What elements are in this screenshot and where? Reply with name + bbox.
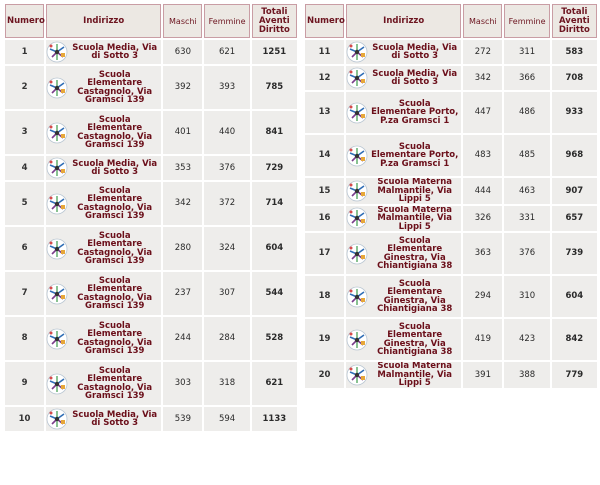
cell-indirizzo	[346, 233, 461, 274]
address-text: Scuola Elementare Castagnolo, Via Gramsci 139	[77, 365, 153, 401]
cell-numero: 9	[5, 362, 44, 405]
polling-stations-table-left	[3, 2, 299, 433]
cell-indirizzo	[46, 40, 161, 64]
address-text: Scuola Elementare Castagnolo, Via Gramsci 139	[77, 275, 153, 311]
cell-indirizzo	[346, 135, 461, 176]
cell-numero: 19	[305, 319, 344, 360]
cell-femmine: 423	[504, 319, 549, 360]
cell-numero: 17	[305, 233, 344, 274]
cell-indirizzo	[46, 407, 161, 431]
address-text: Scuola Materna Malmantile, Via Lippi 5	[377, 205, 453, 231]
school-logo-icon	[46, 408, 68, 430]
cell-totali: 739	[552, 233, 597, 274]
address-text: Scuola Media, Via di Sotto 3	[72, 409, 158, 428]
cell-totali: 968	[552, 135, 597, 176]
cell-totali: 544	[252, 272, 297, 315]
school-logo-icon	[46, 373, 68, 395]
cell-maschi: 444	[463, 178, 502, 204]
cell-totali: 933	[552, 92, 597, 133]
cell-totali: 1133	[252, 407, 297, 431]
cell-femmine: 310	[504, 276, 549, 317]
header-indirizzo: Indirizzo	[46, 4, 161, 38]
cell-maschi: 272	[463, 40, 502, 64]
cell-femmine: 307	[204, 272, 249, 315]
cell-indirizzo	[46, 272, 161, 315]
cell-numero: 5	[5, 182, 44, 225]
cell-indirizzo	[346, 66, 461, 90]
cell-femmine: 318	[204, 362, 249, 405]
cell-maschi: 391	[463, 362, 502, 388]
cell-femmine: 284	[204, 317, 249, 360]
table-row	[305, 135, 597, 176]
cell-indirizzo	[46, 362, 161, 405]
address-text: Scuola Materna Malmantile, Via Lippi 5	[377, 362, 453, 388]
table-row	[5, 317, 297, 360]
cell-numero: 8	[5, 317, 44, 360]
address-text: Scuola Elementare Castagnolo, Via Gramsci 139	[77, 320, 153, 356]
table-row	[5, 362, 297, 405]
cell-femmine: 463	[504, 178, 549, 204]
table-row	[5, 66, 297, 109]
address-text: Scuola Elementare Castagnolo, Via Gramsci 139	[77, 69, 153, 105]
address-text: Scuola Elementare Porto, P.za Gramsci 1	[371, 98, 459, 126]
cell-totali: 604	[252, 227, 297, 270]
cell-numero: 18	[305, 276, 344, 317]
header-indirizzo: Indirizzo	[346, 4, 461, 38]
address-text: Scuola Media, Via di Sotto 3	[72, 158, 158, 177]
cell-femmine: 440	[204, 111, 249, 154]
cell-totali: 841	[252, 111, 297, 154]
header-maschi: Maschi	[163, 4, 202, 38]
address-text: Scuola Elementare Castagnolo, Via Gramsci 139	[77, 230, 153, 266]
school-logo-icon	[46, 157, 68, 179]
address-text: Scuola Elementare Castagnolo, Via Gramsci 139	[77, 185, 153, 221]
cell-femmine: 376	[504, 233, 549, 274]
address-text: Scuola Materna Malmantile, Via Lippi 5	[377, 178, 453, 204]
cell-femmine: 388	[504, 362, 549, 388]
address-text: Scuola Elementare Ginestra, Via Chiantigiana 38	[377, 235, 453, 271]
table-row	[5, 156, 297, 180]
cell-totali: 779	[552, 362, 597, 388]
header-femmine: Femmine	[504, 4, 549, 38]
address-text: Scuola Elementare Castagnolo, Via Gramsci 139	[77, 114, 153, 150]
cell-indirizzo	[46, 111, 161, 154]
cell-numero: 7	[5, 272, 44, 315]
cell-maschi: 401	[163, 111, 202, 154]
header-totali: Totali Aventi Diritto	[552, 4, 597, 38]
header-numero: Numero	[5, 4, 44, 38]
cell-totali: 842	[552, 319, 597, 360]
cell-femmine: 486	[504, 92, 549, 133]
cell-numero: 14	[305, 135, 344, 176]
cell-maschi: 353	[163, 156, 202, 180]
table-row	[305, 319, 597, 360]
header-numero: Numero	[305, 4, 344, 38]
school-logo-icon	[46, 238, 68, 260]
cell-maschi: 237	[163, 272, 202, 315]
table-row	[5, 40, 297, 64]
school-logo-icon	[346, 329, 368, 351]
cell-totali: 708	[552, 66, 597, 90]
cell-numero: 20	[305, 362, 344, 388]
cell-indirizzo	[46, 317, 161, 360]
table-row	[5, 111, 297, 154]
cell-numero: 1	[5, 40, 44, 64]
school-logo-icon	[346, 243, 368, 265]
cell-femmine: 324	[204, 227, 249, 270]
header-maschi: Maschi	[463, 4, 502, 38]
cell-femmine: 376	[204, 156, 249, 180]
cell-maschi: 326	[463, 206, 502, 232]
cell-maschi: 392	[163, 66, 202, 109]
cell-indirizzo	[346, 40, 461, 64]
cell-maschi: 294	[463, 276, 502, 317]
cell-maschi: 419	[463, 319, 502, 360]
cell-femmine: 366	[504, 66, 549, 90]
school-logo-icon	[46, 41, 68, 63]
school-logo-icon	[346, 41, 368, 63]
cell-indirizzo	[346, 92, 461, 133]
cell-indirizzo	[346, 319, 461, 360]
cell-totali: 907	[552, 178, 597, 204]
cell-femmine: 372	[204, 182, 249, 225]
cell-maschi: 244	[163, 317, 202, 360]
cell-totali: 604	[552, 276, 597, 317]
header-totali: Totali Aventi Diritto	[252, 4, 297, 38]
cell-numero: 13	[305, 92, 344, 133]
table-row	[305, 362, 597, 388]
cell-maschi: 280	[163, 227, 202, 270]
school-logo-icon	[346, 67, 368, 89]
cell-totali: 657	[552, 206, 597, 232]
table-row	[5, 272, 297, 315]
cell-numero: 15	[305, 178, 344, 204]
cell-femmine: 594	[204, 407, 249, 431]
cell-maschi: 363	[463, 233, 502, 274]
cell-indirizzo	[346, 276, 461, 317]
table-row	[5, 227, 297, 270]
cell-indirizzo	[46, 66, 161, 109]
cell-femmine: 311	[504, 40, 549, 64]
header-femmine: Femmine	[204, 4, 249, 38]
cell-indirizzo	[346, 362, 461, 388]
table-row	[305, 92, 597, 133]
cell-indirizzo	[46, 156, 161, 180]
cell-numero: 2	[5, 66, 44, 109]
table-row	[5, 182, 297, 225]
cell-maschi: 630	[163, 40, 202, 64]
cell-numero: 12	[305, 66, 344, 90]
school-logo-icon	[346, 286, 368, 308]
table-header-row	[5, 4, 297, 38]
cell-numero: 3	[5, 111, 44, 154]
school-logo-icon	[46, 77, 68, 99]
cell-numero: 6	[5, 227, 44, 270]
cell-totali: 621	[252, 362, 297, 405]
cell-indirizzo	[46, 227, 161, 270]
address-text: Scuola Elementare Ginestra, Via Chiantigiana 38	[377, 321, 453, 357]
cell-indirizzo	[346, 178, 461, 204]
cell-numero: 11	[305, 40, 344, 64]
table-row	[305, 206, 597, 232]
cell-maschi: 342	[463, 66, 502, 90]
address-text: Scuola Elementare Porto, P.za Gramsci 1	[371, 141, 459, 169]
address-text: Scuola Media, Via di Sotto 3	[372, 42, 458, 61]
cell-numero: 10	[5, 407, 44, 431]
cell-femmine: 393	[204, 66, 249, 109]
cell-indirizzo	[346, 206, 461, 232]
cell-totali: 528	[252, 317, 297, 360]
school-logo-icon	[46, 328, 68, 350]
cell-totali: 714	[252, 182, 297, 225]
table-row	[305, 66, 597, 90]
cell-indirizzo	[46, 182, 161, 225]
address-text: Scuola Media, Via di Sotto 3	[372, 68, 458, 87]
cell-femmine: 621	[204, 40, 249, 64]
cell-numero: 4	[5, 156, 44, 180]
polling-stations-table-right	[303, 2, 599, 390]
school-logo-icon	[346, 207, 368, 229]
cell-totali: 729	[252, 156, 297, 180]
table-row	[5, 407, 297, 431]
table-row	[305, 276, 597, 317]
table-header-row	[305, 4, 597, 38]
table-row	[305, 233, 597, 274]
school-logo-icon	[46, 283, 68, 305]
school-logo-icon	[346, 364, 368, 386]
school-logo-icon	[46, 193, 68, 215]
table-row	[305, 40, 597, 64]
cell-totali: 785	[252, 66, 297, 109]
cell-maschi: 447	[463, 92, 502, 133]
school-logo-icon	[346, 145, 368, 167]
cell-numero: 16	[305, 206, 344, 232]
school-logo-icon	[346, 180, 368, 202]
address-text: Scuola Elementare Ginestra, Via Chiantigiana 38	[377, 278, 453, 314]
school-logo-icon	[346, 102, 368, 124]
cell-femmine: 331	[504, 206, 549, 232]
address-text: Scuola Media, Via di Sotto 3	[72, 42, 158, 61]
cell-maschi: 342	[163, 182, 202, 225]
cell-maschi: 539	[163, 407, 202, 431]
cell-femmine: 485	[504, 135, 549, 176]
table-row	[305, 178, 597, 204]
cell-maschi: 483	[463, 135, 502, 176]
cell-maschi: 303	[163, 362, 202, 405]
cell-totali: 1251	[252, 40, 297, 64]
school-logo-icon	[46, 122, 68, 144]
cell-totali: 583	[552, 40, 597, 64]
